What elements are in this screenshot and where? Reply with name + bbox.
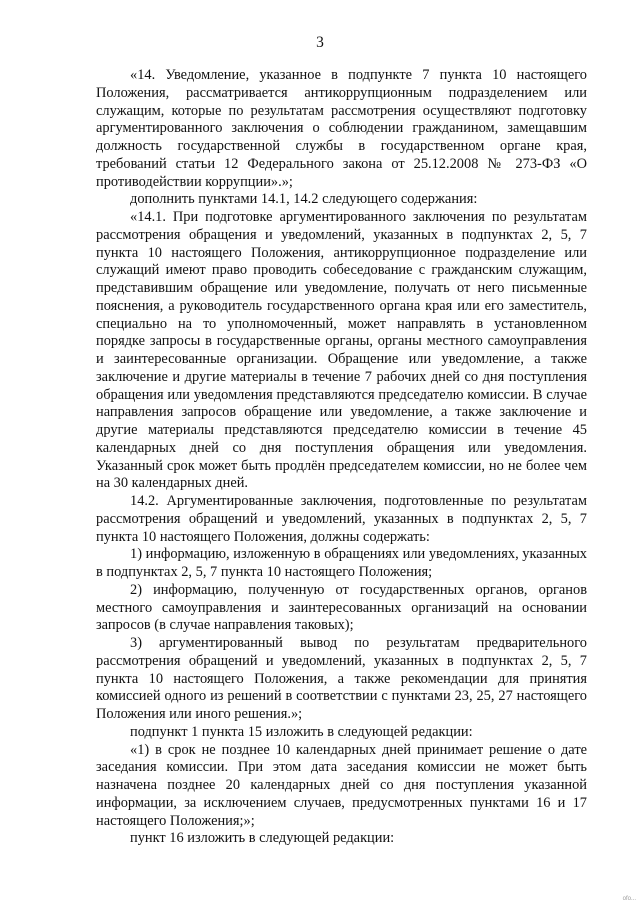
paragraph-item-14-2: 14.2. Аргументированные заключения, подготовленные по результатам рассмотрения обращений и уведомлений, указанных в подпунктах 2, 5, 7 пункта 10 настоящего Положения, должны содержать: — [96, 493, 587, 545]
paragraph-item-14-1: «14.1. При подготовке аргументированного заключения по результатам рассмотрения обращения и уведомлений, указанных в подпунктах 2, 5, 7 пункта 10 настоящего Положения, антикоррупционное подразделение или служащий имеют право проводить собеседование с гражданским служащим, представившим обращение или уведомление, получать от него письменные пояснения, а руководитель государственного органа края или его заместитель, специально на то уполномоченный, может направлять в установленном порядке запросы в государственные органы, органы местного самоуправления и заинтересованные организации. Обращение или уведомление, а также заключение и другие материалы в течение 7 рабочих дней со дня поступления обращения или уведомления представляются председателю комиссии. В случае направления запросов обращение или уведомление, а также заключение и другие материалы представляются председателю комиссии в течение 45 календарных дней со дня поступления обращения или уведомления. Указанный срок может быть продлён председателем комиссии, но не более чем на 30 календарных дней. — [96, 209, 587, 492]
paragraph-item-14: «14. Уведомление, указанное в подпункте 7 пункта 10 настоящего Положения, рассматривается антикоррупционным подразделением или служащим, которые по результатам рассмотрения осуществляют подготовку аргументированного заключения о соблюдении гражданином, замещавшим должность государственной службы в государственном органе края, требований статьи 12 Федерального закона от 25.12.2008 № 273-ФЗ «О противодействии коррупции».»; — [96, 67, 587, 190]
paragraph-subitem-1: 1) информацию, изложенную в обращениях или уведомлениях, указанных в подпунктах 2, 5, 7 пункта 10 настоящего Положения; — [96, 546, 587, 580]
paragraph-subitem-3: 3) аргументированный вывод по результатам предварительного рассмотрения обращений и уведомлений, указанных в подпунктах 2, 5, 7 пункта 10 настоящего Положения, а также рекомендации для принятия комиссией одного из решений в соответствии с пунктами 23, 25, 27 настоящего Положения или иного решения.»; — [96, 635, 587, 722]
corner-mark: ofo... — [622, 896, 636, 902]
paragraph-amendment-item-16: пункт 16 изложить в следующей редакции: — [130, 830, 395, 847]
page-number: 3 — [316, 34, 324, 51]
paragraph-item-15-subitem-1: «1) в срок не позднее 10 календарных дней принимает решение о дате заседания комиссии. При этом дата заседания комиссии не может быть назначена позднее 20 календарных дней со дня поступления указанной информации, за исключением случаев, предусмотренных пунктами 16 и 17 настоящего Положения;»; — [96, 741, 587, 829]
document-body — [96, 67, 587, 848]
paragraph-amendment-item-15: подпункт 1 пункта 15 изложить в следующей редакции: — [130, 723, 473, 740]
paragraph-amendment-add-14-1-14-2: дополнить пунктами 14.1, 14.2 следующего содержания: — [130, 191, 478, 208]
paragraph-subitem-2: 2) информацию, полученную от государственных органов, органов местного самоуправления и заинтересованных организаций на основании запросов (в случае направления таковых); — [96, 581, 587, 634]
